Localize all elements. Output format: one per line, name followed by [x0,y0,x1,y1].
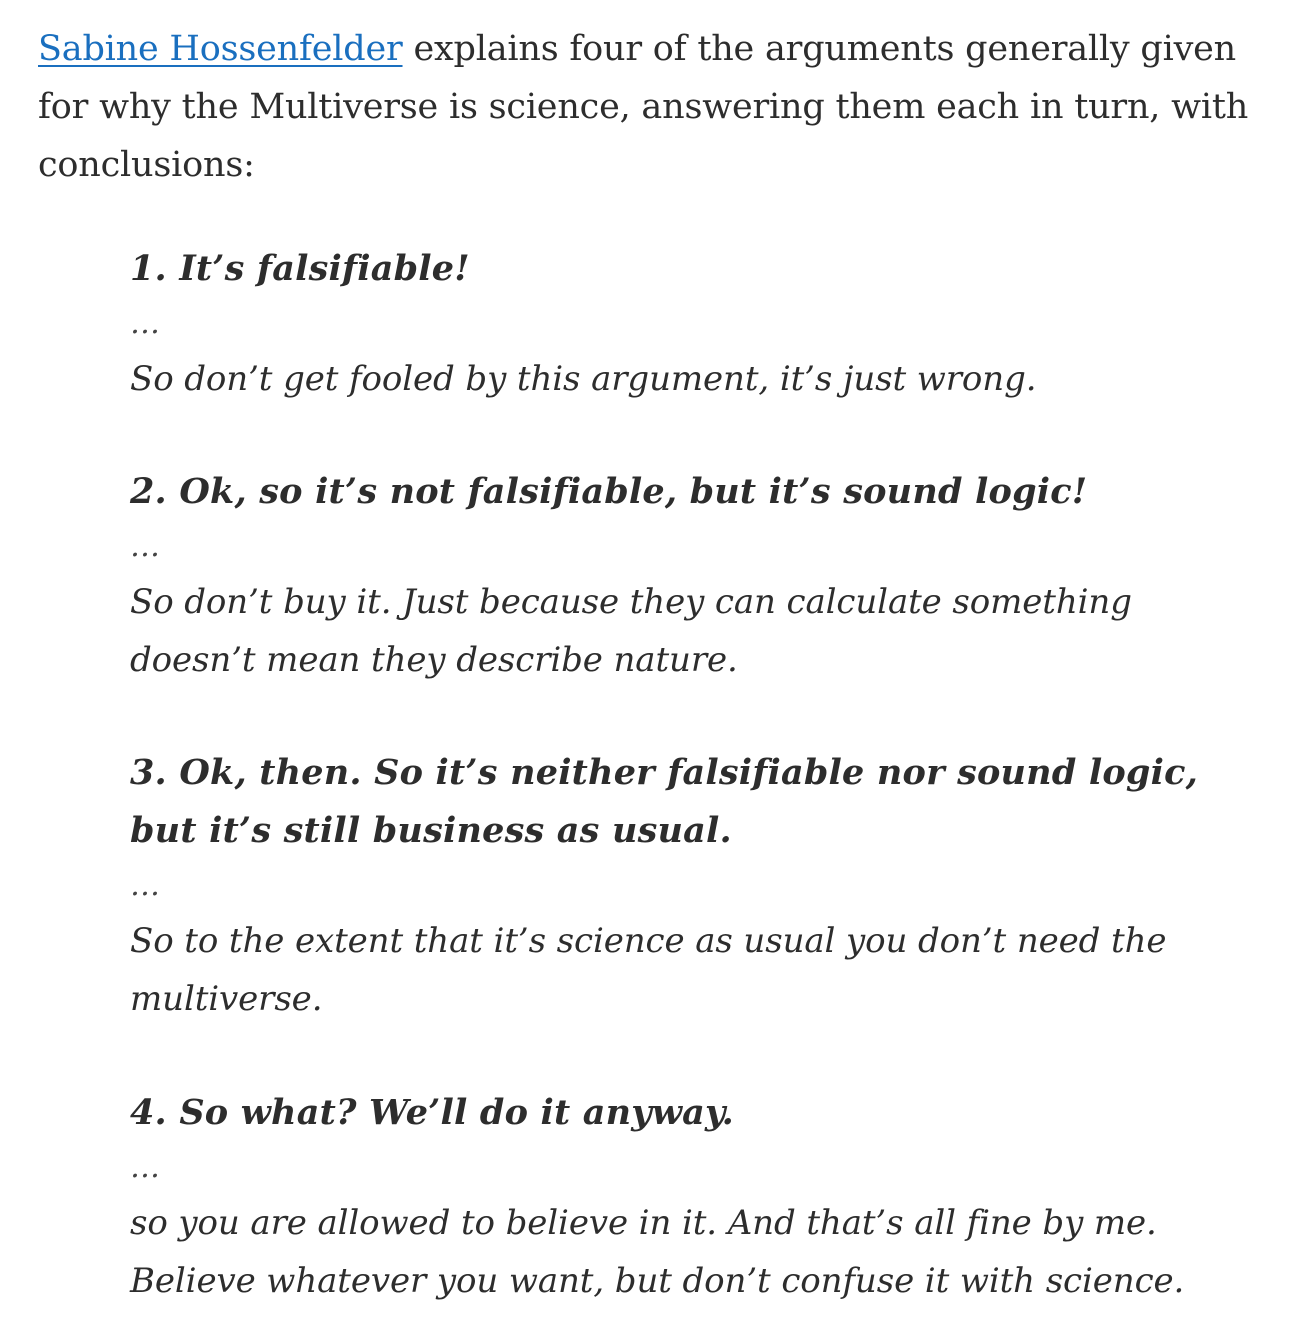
ellipsis: … [130,1150,160,1185]
argument-answer: So don’t buy it. Just because they can calculate something doesn’t mean they describe nature. [130,582,1132,680]
ellipsis: … [130,529,160,564]
argument-item-3 [130,744,1230,1028]
intro-text: explains four of the arguments generally given for why the Multiverse is science, answering them each in turn, with conclusions: [38,29,1249,185]
argument-answer: so you are allowed to believe in it. And that’s all fine by me. Believe whatever you want, but don’t confuse it with science. [130,1203,1185,1301]
author-link[interactable]: Sabine Hossenfelder [38,29,403,69]
argument-answer: So don’t get fooled by this argument, it’s just wrong. [130,359,1037,399]
argument-item-1 [130,240,1230,408]
ellipsis: … [130,868,160,903]
argument-title: 3. Ok, then. So it’s neither falsifiable nor sound logic, but it’s still business as usual. [130,752,1198,851]
intro-paragraph [38,20,1268,194]
argument-answer: So to the extent that it’s science as usual you don’t need the multiverse. [130,921,1167,1019]
argument-item-2 [130,463,1230,689]
argument-title: 4. So what? We’ll do it anyway. [130,1092,734,1133]
ellipsis: … [130,306,160,341]
argument-title: 1. It’s falsifiable! [130,248,470,289]
argument-title: 2. Ok, so it’s not falsifiable, but it’s sound logic! [130,471,1088,512]
argument-item-4 [130,1084,1230,1310]
